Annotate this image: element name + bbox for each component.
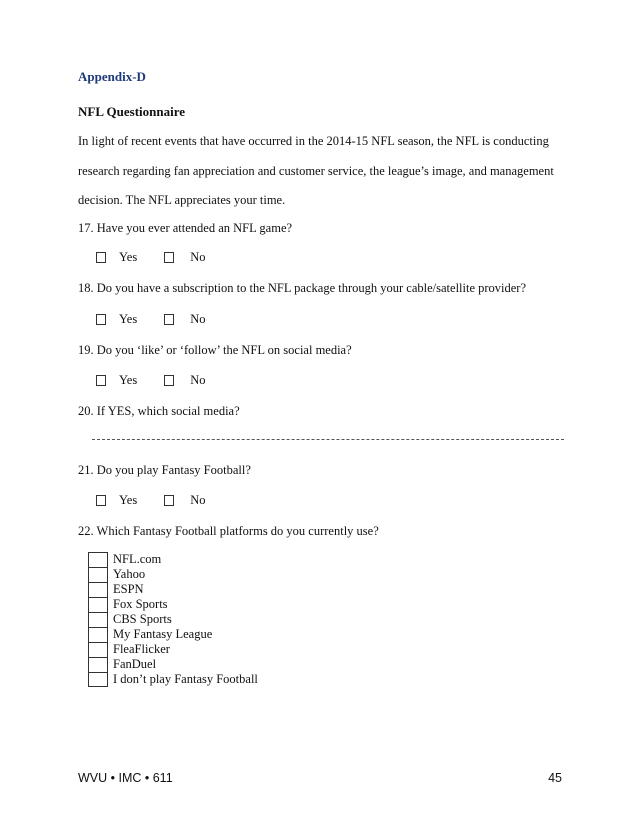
q17-yes-label: Yes [119,249,138,264]
footer-course-label: WVU • IMC • 611 [78,771,173,785]
platform-label-yahoo: Yahoo [113,567,146,581]
footer-page-number: 45 [548,771,562,785]
platform-label-dont-play: I don’t play Fantasy Football [113,672,258,686]
question-17: 17. Have you ever attended an NFL game? [78,221,293,235]
platform-option [88,552,258,567]
survey-title: NFL Questionnaire [78,104,186,119]
intro-line-1: In light of recent events that have occurred in the 2014-15 NFL season, the NFL is conducting [78,134,549,148]
q18-answer-row [96,311,205,327]
platform-option [88,567,258,582]
q21-no-checkbox[interactable] [164,495,174,506]
platform-label-fox-sports: Fox Sports [113,597,168,611]
platform-label-cbs-sports: CBS Sports [113,612,172,626]
q21-answer-row [96,492,205,508]
platform-checkbox-fanduel[interactable] [88,657,108,672]
platform-option [88,672,258,687]
q18-no-label: No [190,311,206,326]
q17-answer-row [96,249,205,265]
platform-option [88,642,258,657]
platform-checkbox-fleaflicker[interactable] [88,642,108,657]
platform-checkbox-my-fantasy-league[interactable] [88,627,108,642]
q17-no-label: No [190,249,206,264]
intro-line-3: decision. The NFL appreciates your time. [78,193,286,207]
q21-yes-checkbox[interactable] [96,495,106,506]
platform-option [88,612,258,627]
platform-checkbox-yahoo[interactable] [88,567,108,582]
platform-label-fleaflicker: FleaFlicker [113,642,170,656]
platform-checkbox-dont-play[interactable] [88,672,108,687]
q20-answer-line[interactable] [92,439,564,440]
q18-no-checkbox[interactable] [164,314,174,325]
platform-label-my-fantasy-league: My Fantasy League [113,627,213,641]
q18-yes-checkbox[interactable] [96,314,106,325]
question-21: 21. Do you play Fantasy Football? [78,463,251,477]
q18-yes-label: Yes [119,311,138,326]
platform-checkbox-cbs-sports[interactable] [88,612,108,627]
platform-label-nfl-com: NFL.com [113,552,162,566]
q19-no-checkbox[interactable] [164,375,174,386]
question-22: 22. Which Fantasy Football platforms do you currently use? [78,524,379,538]
q17-no-checkbox[interactable] [164,252,174,263]
platform-option [88,627,258,642]
platform-label-fanduel: FanDuel [113,657,157,671]
q21-yes-label: Yes [119,492,138,507]
appendix-label: Appendix-D [78,69,146,84]
q19-yes-checkbox[interactable] [96,375,106,386]
question-18: 18. Do you have a subscription to the NFL package through your cable/satellite provider? [78,281,527,295]
q17-yes-checkbox[interactable] [96,252,106,263]
platform-checkbox-espn[interactable] [88,582,108,597]
q19-answer-row [96,372,205,388]
q22-platform-list [88,552,258,687]
q21-no-label: No [190,492,206,507]
platform-checkbox-fox-sports[interactable] [88,597,108,612]
platform-option [88,597,258,612]
question-20: 20. If YES, which social media? [78,404,240,418]
platform-checkbox-nfl-com[interactable] [88,552,108,567]
platform-label-espn: ESPN [113,582,144,596]
question-19: 19. Do you ‘like’ or ‘follow’ the NFL on social media? [78,343,352,357]
platform-option [88,582,258,597]
q19-no-label: No [190,372,206,387]
platform-option [88,657,258,672]
q19-yes-label: Yes [119,372,138,387]
intro-line-2: research regarding fan appreciation and customer service, the league’s image, and management [78,164,554,178]
